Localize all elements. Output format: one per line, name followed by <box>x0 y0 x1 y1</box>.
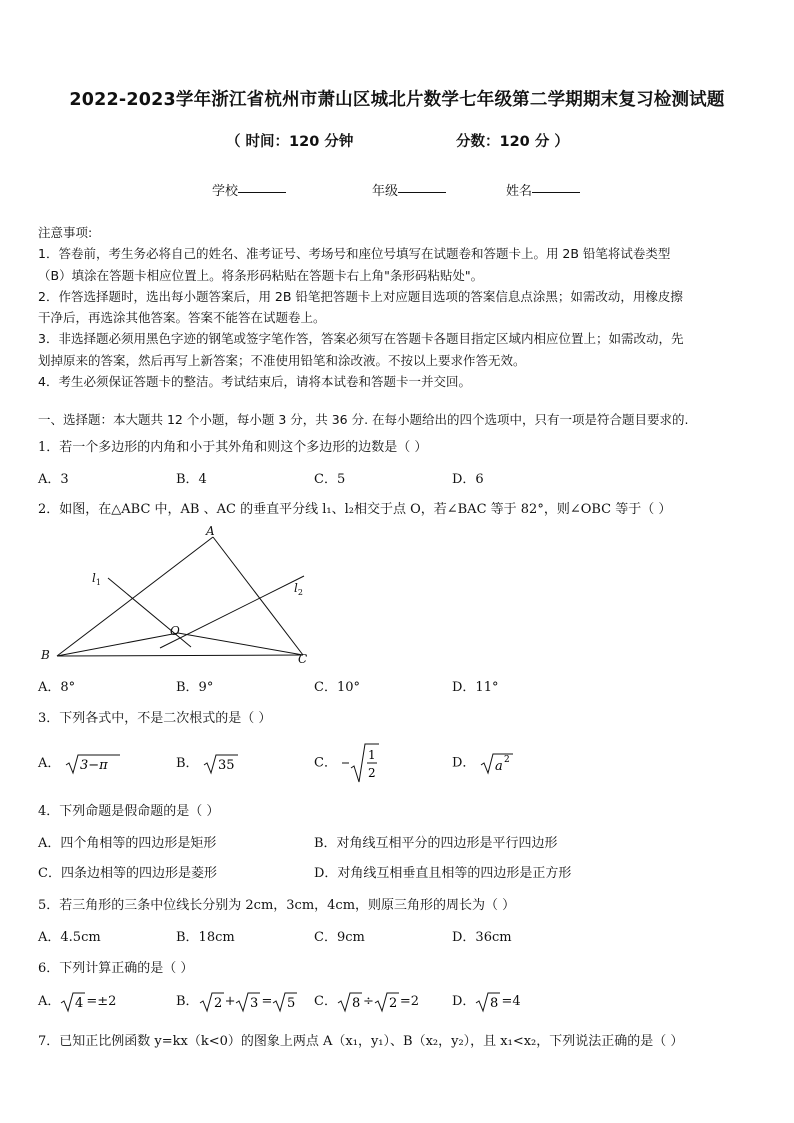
label-o: O <box>170 624 180 638</box>
sqrt-icon <box>337 991 363 1013</box>
school-label: 学校 <box>212 184 239 199</box>
q5-option-c[interactable]: C．9cm <box>314 930 365 945</box>
q1-option-d[interactable]: D．6 <box>452 472 484 487</box>
q1-stem: 1．若一个多边形的内角和小于其外角和则这个多边形的边数是（ ） <box>38 440 428 455</box>
notes-line: 2．作答选择题时，选出每小题答案后，用 2B 铅笔把答题卡上对应题目选项的答案信息点涂黑；如需改动，用橡皮擦 <box>38 288 683 304</box>
segment-ac <box>213 537 303 655</box>
sqrt-icon <box>475 991 501 1013</box>
grade-blank[interactable] <box>398 180 446 193</box>
exam-meta <box>0 130 794 152</box>
section-heading: 一、选择题：本大题共 12 个小题，每小题 3 分，共 36 分. 在每小题给出的四个选项中，只有一项是符合题目要求的. <box>38 412 689 427</box>
q7-stem: 7．已知正比例函数 y=kx（k<0）的图象上两点 A（x₁，y₁）、B（x₂，y₂），且 x₁<x₂，下列说法正确的是（ ） <box>38 1034 684 1049</box>
q6-option-c-rest: =2 <box>399 994 420 1009</box>
label-l1: $l_1$ <box>92 571 101 587</box>
q3-option-c-label: C． <box>314 755 337 771</box>
q6-option-c-radicand-1: 8 <box>351 995 361 1011</box>
name-field[interactable] <box>506 180 532 199</box>
q6-option-c[interactable] <box>314 990 419 1013</box>
q6-option-d-radicand: 8 <box>490 995 499 1011</box>
grade-field[interactable] <box>372 180 398 199</box>
sqrt-icon <box>65 753 121 775</box>
q1-option-b[interactable]: B．4 <box>176 472 207 487</box>
notes-line: 3．非选择题必须用黑色字迹的钢笔或签字笔作答，答案必须写在答题卡各题目指定区域内相应位置上；如需改动，先 <box>38 331 684 347</box>
q2-option-c[interactable]: C．10° <box>314 680 360 695</box>
label-c: C <box>298 652 308 666</box>
q4-option-d[interactable]: D．对角线互相垂直且相等的四边形是正方形 <box>314 866 572 881</box>
notes-line: 干净后，再选涂其他答案。答案不能答在试题卷上。 <box>38 310 326 326</box>
label-b: B <box>41 648 50 662</box>
q6-option-c-divide: ÷ <box>362 994 374 1009</box>
q6-option-b-equals: = <box>261 994 273 1009</box>
q6-option-a-label: A． <box>38 994 61 1009</box>
notes-heading: 注意事项: <box>38 225 93 240</box>
exam-title: 2022-2023学年浙江省杭州市萧山区城北片数学七年级第二学期期末复习检测试题 <box>69 90 725 110</box>
q6-option-a-rest: =±2 <box>86 994 117 1009</box>
sqrt-icon <box>480 751 514 775</box>
q6-option-b-radicand-3: 5 <box>287 995 296 1011</box>
q6-option-b[interactable] <box>176 990 298 1013</box>
q6-option-a-radicand: 4 <box>75 995 84 1011</box>
sqrt-icon <box>199 991 225 1013</box>
q6-stem: 6．下列计算正确的是（ ） <box>38 961 194 976</box>
segment-bo <box>57 633 178 656</box>
q1-option-a[interactable]: A．3 <box>38 472 69 487</box>
triangle-figure <box>36 526 326 666</box>
school-blank[interactable] <box>238 180 286 193</box>
sqrt-icon <box>374 991 400 1013</box>
notes-line: （B）填涂在答题卡相应位置上。将条形码粘贴在答题卡右上角"条形码粘贴处"。 <box>38 267 484 283</box>
q3-stem: 3．下列各式中，不是二次根式的是（ ） <box>38 711 272 726</box>
exam-score: 分数：120 分 ） <box>456 134 569 150</box>
q4-option-c[interactable]: C．四条边相等的四边形是菱形 <box>38 866 217 881</box>
neg-sqrt-fraction-icon <box>341 742 381 784</box>
segment-ab <box>57 537 213 656</box>
name-label: 姓名 <box>506 184 533 199</box>
q3-option-d[interactable] <box>452 751 514 775</box>
q3-option-a[interactable] <box>38 752 121 775</box>
q3-option-d-base: a <box>494 759 503 774</box>
exam-time: （ 时间：120 分钟 <box>226 134 354 150</box>
q5-stem: 5．若三角形的三条中位线长分别为 2cm，3cm，4cm，则原三角形的周长为（ ） <box>38 898 516 913</box>
q3-option-a-label: A． <box>38 756 61 771</box>
q4-option-b[interactable]: B．对角线互相平分的四边形是平行四边形 <box>314 836 558 851</box>
q6-option-b-radicand-2: 3 <box>250 995 259 1011</box>
segment-oc <box>178 633 303 655</box>
q6-option-b-plus: + <box>224 994 236 1009</box>
q3-option-b-label: B． <box>176 756 199 771</box>
q6-option-d-rest: =4 <box>501 994 521 1009</box>
q6-option-c-label: C． <box>314 994 337 1009</box>
q5-option-d[interactable]: D．36cm <box>452 930 512 945</box>
q6-option-c-radicand-2: 2 <box>388 995 398 1011</box>
q2-stem: 2．如图，在△ABC 中，AB 、AC 的垂直平分线 l₁、l₂相交于点 O，若∠BAC 等于 82°，则∠OBC 等于（ ） <box>38 502 672 517</box>
q4-stem: 4．下列命题是假命题的是（ ） <box>38 804 220 819</box>
q3-option-b-expr: 35 <box>217 757 235 773</box>
sqrt-icon <box>203 753 239 775</box>
segment-bc <box>57 655 303 656</box>
school-field[interactable] <box>212 180 238 199</box>
exam-notes <box>38 222 760 392</box>
q2-option-b[interactable]: B．9° <box>176 680 214 695</box>
name-blank[interactable] <box>532 180 580 193</box>
perpendicular-bisector-l2 <box>160 576 304 648</box>
q3-option-b[interactable] <box>176 752 239 775</box>
q3-option-c-numerator: 1 <box>368 748 376 762</box>
label-l2: $l_2$ <box>294 581 303 597</box>
q3-option-a-expr: 3−π <box>79 757 108 773</box>
notes-line: 1．答卷前，考生务必将自己的姓名、准考证号、考场号和座位号填写在试题卷和答题卡上。用 2B 铅笔将试卷类型 <box>38 246 671 262</box>
q6-option-b-radicand-1: 2 <box>213 995 222 1011</box>
q3-option-d-exponent: 2 <box>503 755 510 765</box>
q5-option-a[interactable]: A．4.5cm <box>38 930 101 945</box>
q6-option-b-label: B． <box>176 994 199 1009</box>
q6-option-d[interactable] <box>452 990 521 1013</box>
q6-option-a[interactable] <box>38 990 116 1013</box>
label-a: A <box>206 526 215 538</box>
q3-option-c-denominator: 2 <box>368 766 376 780</box>
q1-option-c[interactable]: C．5 <box>314 472 346 487</box>
sqrt-icon <box>235 991 261 1013</box>
sqrt-icon <box>272 991 298 1013</box>
q2-option-a[interactable]: A．8° <box>38 680 76 695</box>
grade-label: 年级 <box>372 184 399 199</box>
q4-option-a[interactable]: A．四个角相等的四边形是矩形 <box>38 836 217 851</box>
q5-option-b[interactable]: B．18cm <box>176 930 235 945</box>
q3-option-c[interactable] <box>314 742 381 784</box>
q2-option-d[interactable]: D．11° <box>452 680 499 695</box>
q3-option-d-label: D． <box>452 755 476 771</box>
q6-option-d-label: D． <box>452 994 476 1009</box>
notes-line: 4．考生必须保证答题卡的整洁。考试结束后，请将本试卷和答题卡一并交回。 <box>38 374 471 390</box>
notes-line: 划掉原来的答案，然后再写上新答案；不准使用铅笔和涂改液。不按以上要求作答无效。 <box>38 352 526 368</box>
sqrt-icon <box>60 991 86 1013</box>
